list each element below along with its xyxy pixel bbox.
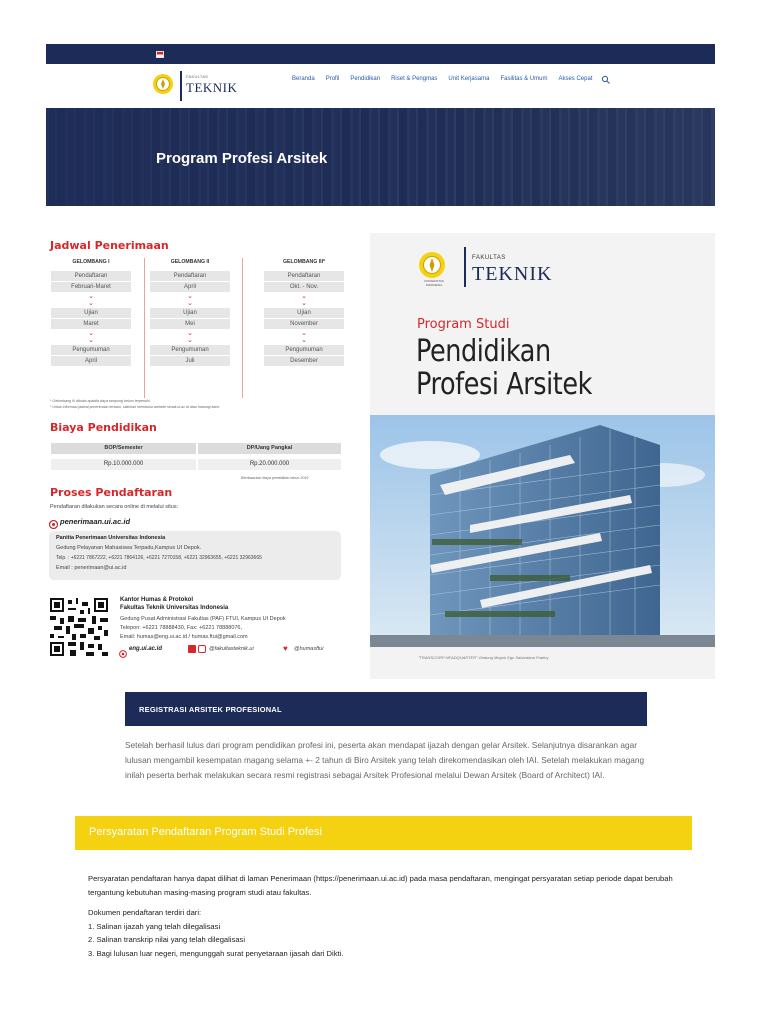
wave-cell: Ujian [150,308,230,318]
registrasi-paragraph: Setelah berhasil lulus dari program pendidikan profesi ini, peserta akan mendapat ijazah dengan gelar Arsitek. Selanjutnya disarankan agar lulusan mengambil kesempatan magang selama +- 2 tahun di Biro Arsitek yang telah direkomendasikan oleh IAI. Setelah melakukan magang inilah peserta berhak melakukan secara resmi registrasi sebagai Arsitek Profesional melalui Dewan Arsitek (Board of Architect) IAI. [125,740,645,780]
page-title: Program Profesi Arsitek [156,150,328,167]
wave-2 [150,259,230,367]
schedule-note: * Gelombang III dibuka apabila daya tampung belum terpenuhi. [50,399,151,403]
navbar [46,64,715,109]
indonesia-flag-icon[interactable] [156,51,164,58]
ui-seal-icon [418,251,446,279]
top-bar [46,44,715,64]
wave-cell: Februari-Maret [51,282,131,292]
proses-text: Pendaftaran dilakukan secara online di melalui situs: [50,504,179,510]
logo-divider [180,71,182,101]
registrasi-header[interactable] [125,692,647,726]
chevron-down-icon: ⌄ ⌄ [187,330,193,344]
chevron-down-icon: ⌄ ⌄ [301,330,307,344]
instagram-icon [198,645,206,653]
humas-subtitle: Fakultas Teknik Universitas Indonesia [120,605,229,611]
wave-name: GELOMBANG II [170,259,210,265]
wave-cell: Okt. - Nov. [264,282,344,292]
registrasi-label: REGISTRASI ARSITEK PROFESIONAL [139,705,282,714]
logo-subtitle: FAKULTAS [186,74,209,79]
wave-cell: Juli [150,356,230,366]
poster-title-line1: Pendidikan [416,334,551,369]
wave-1 [51,259,131,367]
poster-caption: "TRANSCORP HEADQUARTER" Gedung Mogok Ego Sahardana Pratiny [418,655,549,660]
humas-line: Gedung Pusat Administrasi Fakultas (PAF) FTUI, Kampus UI Depok [120,616,286,622]
nav-item-pendidikan[interactable]: Pendidikan [350,76,381,82]
divider [144,258,145,398]
twitter-icon: ♥ [283,644,288,653]
poster-fakultas: FAKULTAS [472,255,506,261]
facebook-icon [188,645,196,653]
hero-banner [46,108,715,206]
wave-cell: Pengumuman [150,345,230,355]
panitia-line: Gedung Pelayanan Mahasiswa Terpadu,Kampus UI Depok. [56,545,202,551]
wave-cell: Desember [264,356,344,366]
persyaratan-intro: Persyaratan pendaftaran hanya dapat dilihat di laman Penerimaan (https://penerimaan.ui.ac.id) pada masa pendaftaran, mengingat persyaratan setiap periode dapat berubah tergantung kebutuhan masing-masing program studi atau fakultas. [88,874,673,897]
wave-cell: Pengumuman [264,345,344,355]
wave-cell: Ujian [51,308,131,318]
wave-cell: Pendaftaran [264,271,344,281]
doc-item: 3. Bagi lulusan luar negeri, mengunggah surat penyetaraan ijasah dari Dikti. [88,948,344,958]
nav-item-beranda[interactable]: Beranda [292,76,315,82]
doc-item: 1. Salinan ijazah yang telah dilegalisasi [88,921,221,931]
biaya-title: Biaya Pendidikan [50,421,157,434]
wave-name: GELOMBANG I [72,259,110,265]
nav-item-profil[interactable]: Profil [325,76,340,82]
poster-univ: UNIVERSITAS INDONESIA [424,279,444,287]
panitia-line: Telp. : +6221 7867222, +6221 7864126, +6221 7270158, +6221 32963655, +6221 32963665 [56,555,262,561]
site-logo[interactable] [152,71,242,101]
poster-title [416,335,592,401]
schedule-note: * Untuk informasi jadwal penerimaan terbaru, silahkan membuka website simak.ui.ac.id atau hubungi kami. [50,405,221,409]
panitia-title: Panitia Penerimaan Universitas Indonesia [56,535,166,541]
poster-program: Program Studi [417,317,510,332]
poster-title-line2: Profesi Arsitek [416,367,592,402]
wave-cell: Pendaftaran [51,271,131,281]
jadwal-title: Jadwal Penerimaan [50,239,169,252]
main-nav [292,76,592,82]
ui-seal-icon [152,73,174,95]
logo-title: TEKNIK [186,80,238,95]
wave-cell: Pengumuman [51,345,131,355]
chevron-down-icon: ⌄ ⌄ [187,293,193,307]
wave-cell: April [51,356,131,366]
fee-header: BOP/Semester [51,443,196,454]
social-web[interactable]: eng.ui.ac.id [129,646,163,652]
doc-title: Dokumen pendaftaran terdiri dari: [88,908,202,917]
nav-item-fasilitas[interactable]: Fasilitas & Umum [500,76,548,82]
wave-cell: Mei [150,319,230,329]
fee-value: Rp.20.000.000 [198,459,341,470]
fee-header: DP/Uang Pangkal [198,443,341,454]
persyaratan-body [88,872,688,960]
wave-cell: November [264,319,344,329]
wave-3 [264,259,344,367]
social-facebook[interactable]: @fakultasteknik.ui [209,646,254,652]
proses-title: Proses Pendaftaran [50,486,173,499]
wave-cell: Maret [51,319,131,329]
humas-line: Telepon: +6221 78888430, Fax: +6221 78888076, [120,625,243,631]
search-icon[interactable] [601,75,611,85]
divider [242,258,243,398]
doc-item: 2. Salinan transkrip nilai yang telah dilegalisasi [88,935,246,944]
chevron-down-icon: ⌄ ⌄ [301,293,307,307]
chevron-down-icon: ⌄ ⌄ [88,293,94,307]
fee-note: Berdasarkan biaya pendidikan tahun 2019 [241,476,309,480]
brochure-info-image [46,233,348,663]
wave-cell: Pendaftaran [150,271,230,281]
poster-teknik: TEKNIK [472,263,553,285]
wave-name: GELOMBANG III* [282,259,326,265]
nav-item-kerjasama[interactable]: Unit Kerjasama [448,76,490,82]
persyaratan-header[interactable] [75,816,692,850]
fee-value: Rp.10.000.000 [51,459,196,470]
program-poster-image [370,233,715,679]
humas-title: Kantor Humas & Protokol [120,597,194,603]
nav-item-riset[interactable]: Riset & Pengmas [391,76,438,82]
proses-site-link[interactable]: penerimaan.ui.ac.id [60,517,131,526]
wave-cell: April [150,282,230,292]
building-photo [370,415,715,647]
persyaratan-label: Persyaratan Pendaftaran Program Studi Profesi [89,826,322,838]
poster-divider [464,247,466,287]
wave-cell: Ujian [264,308,344,318]
humas-line: Email: humas@eng.ui.ac.id / humas.ftui@gmail.com [120,634,248,640]
globe-icon [119,645,127,663]
social-twitter[interactable]: @humasftui [294,646,324,652]
nav-item-akses[interactable]: Akses Cepat [558,76,593,82]
panitia-line: Email : penerimaan@ui.ac.id [56,565,127,571]
qr-code-icon [50,598,108,656]
chevron-down-icon: ⌄ ⌄ [88,330,94,344]
